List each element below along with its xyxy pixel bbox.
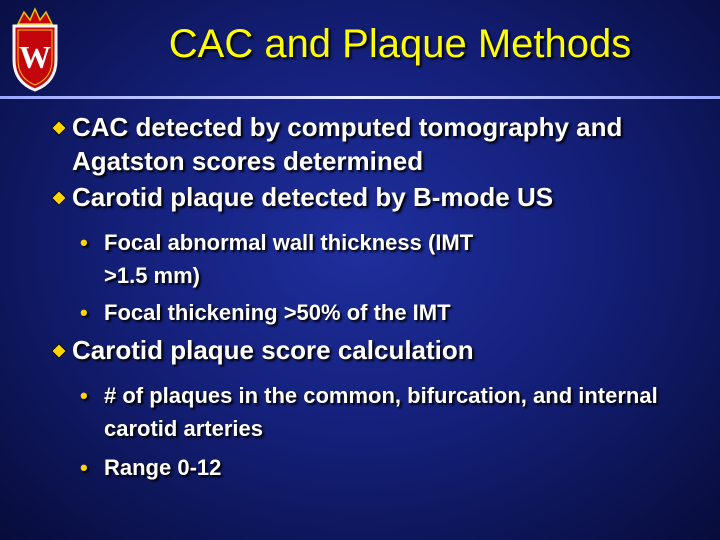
sub-bullet-dot-icon: • <box>80 455 88 480</box>
bullet-text: CAC detected by computed tomography and Agatston scores determined <box>72 112 623 176</box>
sub-bullet-text: Focal abnormal wall thickness (IMT >1.5 mm) <box>104 230 474 288</box>
diamond-bullet-icon <box>50 119 68 137</box>
title-divider <box>0 96 720 99</box>
sub-bullet-plaque-count <box>0 379 720 445</box>
sub-bullet-dot-icon: • <box>80 300 88 325</box>
bullet-carotid-plaque-detected <box>0 180 720 214</box>
sub-bullet-dot-icon: • <box>80 383 88 408</box>
sub-bullet-focal-wall-thickness <box>0 226 720 292</box>
sub-bullet-text: # of plaques in the common, bifurcation, and internal carotid arteries <box>104 383 658 441</box>
crest-letter: W <box>19 39 51 75</box>
slide-title: CAC and Plaque Methods <box>168 22 632 66</box>
sub-bullet-range <box>0 451 720 484</box>
sub-bullet-text: Focal thickening >50% of the IMT <box>104 300 451 325</box>
bullet-cac <box>0 110 720 178</box>
diamond-bullet-icon <box>50 189 68 207</box>
bullet-plaque-score <box>0 333 720 367</box>
diamond-bullet-icon <box>50 342 68 360</box>
bullet-text: Carotid plaque score calculation <box>72 335 474 365</box>
bullet-text: Carotid plaque detected by B-mode US <box>72 182 554 212</box>
university-crest-logo <box>8 6 62 94</box>
slide-content <box>0 106 720 484</box>
sub-bullet-text: Range 0-12 <box>104 455 222 480</box>
sub-bullet-focal-thickening <box>0 296 720 329</box>
sub-bullet-dot-icon: • <box>80 230 88 255</box>
